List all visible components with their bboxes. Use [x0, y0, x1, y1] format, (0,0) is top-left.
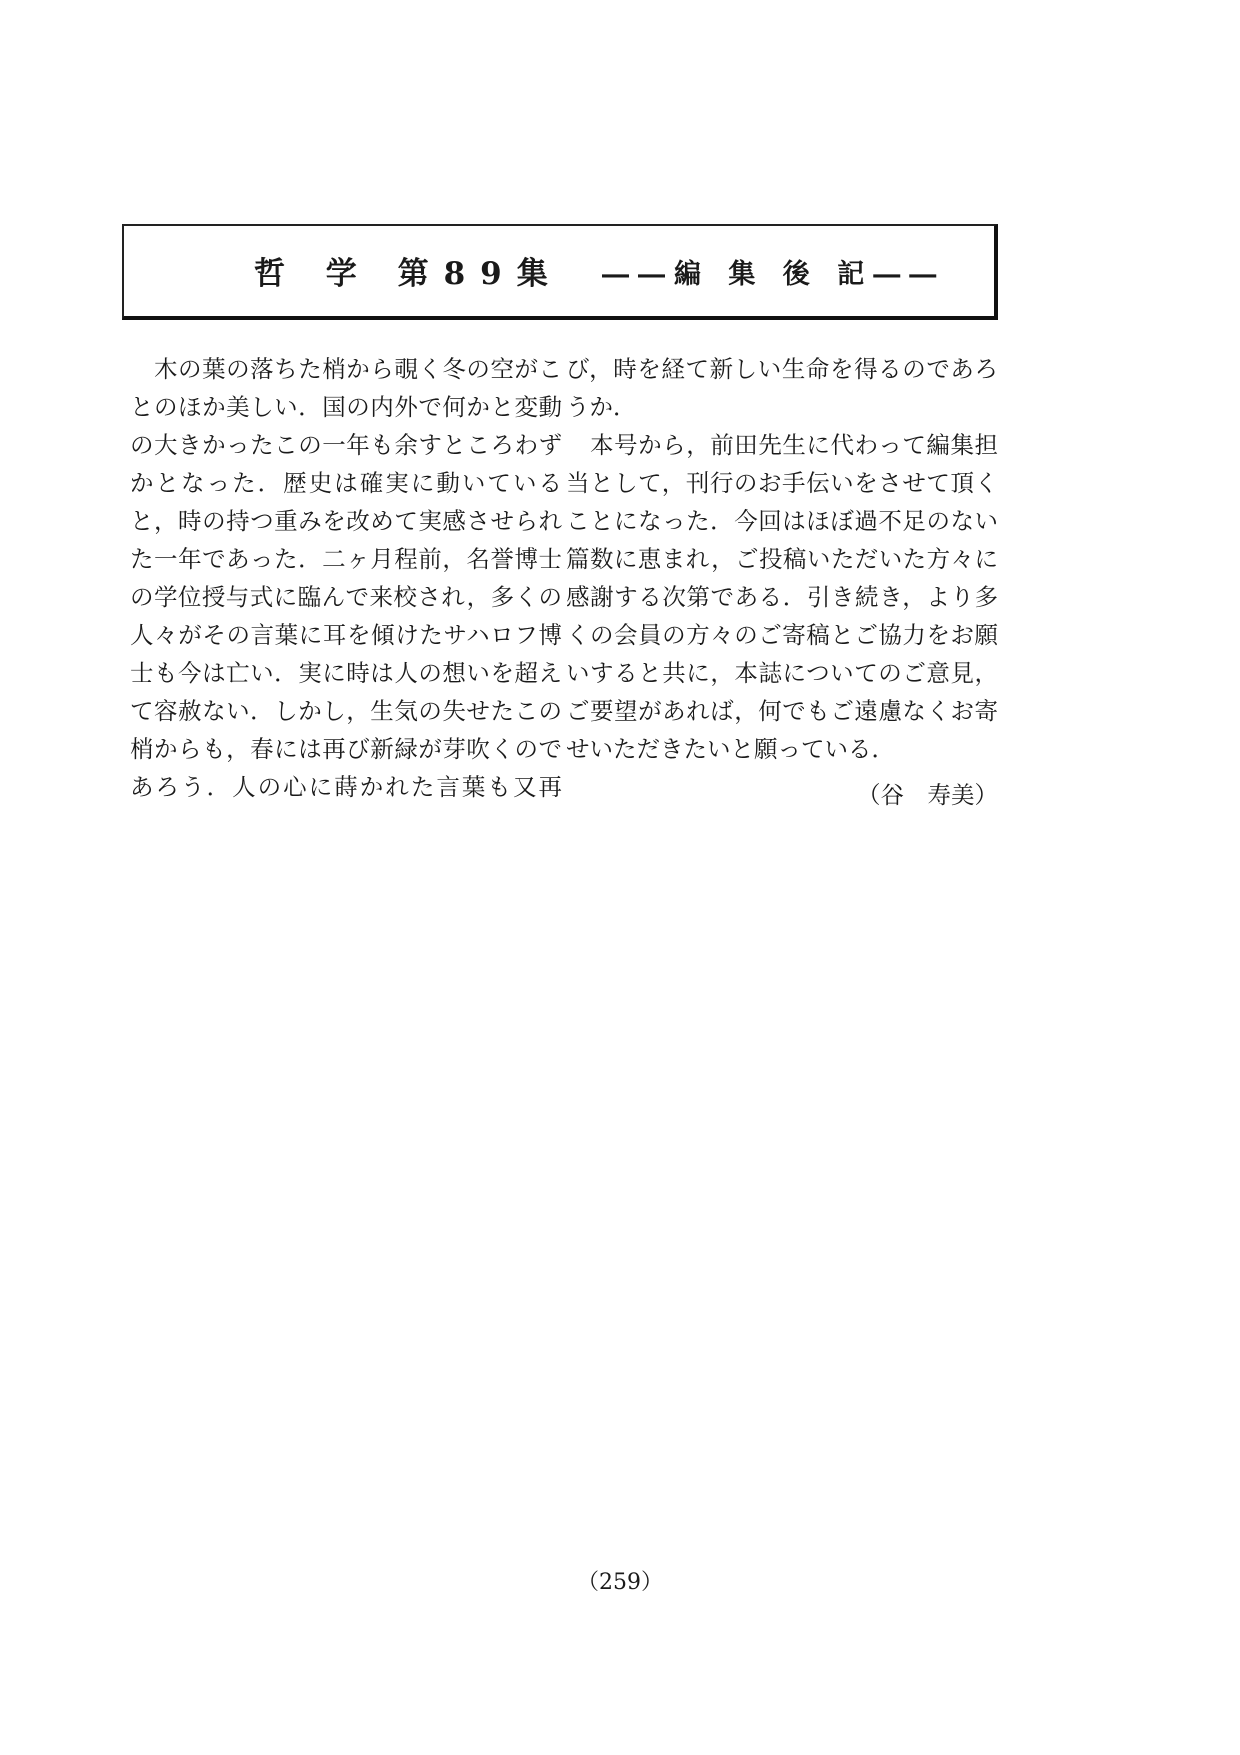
text-line: ご要望があれば，何でもご遠慮なくお寄 — [566, 697, 998, 725]
header-box — [122, 224, 998, 320]
page-number: （259） — [577, 1570, 663, 1595]
text-line: あろう．人の心に蒔かれた言葉も又再 — [130, 773, 562, 801]
text-line: 篇数に恵まれ，ご投稿いただいた方々に — [566, 545, 998, 573]
text-line: 木の葉の落ちた梢から覗く冬の空がこ — [130, 355, 562, 383]
text-line: かとなった．歴史は確実に動いている — [130, 469, 562, 497]
text-line: ことになった．今回はほぼ過不足のない — [566, 507, 998, 535]
author-signature: （谷 寿美） — [857, 781, 998, 809]
text-line: と，時の持つ重みを改めて実感させられ — [130, 507, 562, 535]
text-line: いすると共に，本誌についてのご意見， — [566, 659, 998, 687]
journal-title: 哲 学 第89集 — [254, 256, 563, 292]
text-line: くの会員の方々のご寄稿とご協力をお願 — [566, 621, 998, 649]
text-line: の学位授与式に臨んで来校され，多くの — [130, 583, 562, 611]
text-line: 人々がその言葉に耳を傾けたサハロフ博 — [130, 621, 562, 649]
text-line: の大きかったこの一年も余すところわず — [130, 431, 562, 459]
text-line: 梢からも，春には再び新緑が芽吹くので — [130, 735, 562, 763]
right-column — [566, 350, 998, 768]
text-line: て容赦ない．しかし，生気の失せたこの — [130, 697, 562, 725]
text-line: とのほか美しい．国の内外で何かと変動 — [130, 393, 562, 421]
text-line: 当として，刊行のお手伝いをさせて頂く — [566, 469, 998, 497]
text-line: 本号から，前田先生に代わって編集担 — [566, 431, 998, 459]
text-line: 士も今は亡い．実に時は人の想いを超え — [130, 659, 562, 687]
left-column — [130, 350, 562, 806]
text-line: 感謝する次第である．引き続き，より多 — [566, 583, 998, 611]
text-line: び，時を経て新しい生命を得るのであろ — [566, 355, 998, 383]
text-line: せいただきたいと願っている． — [566, 735, 895, 763]
text-line: うか． — [566, 393, 637, 421]
section-title: ――編 集 後 記―― — [602, 259, 946, 290]
text-line: た一年であった．二ヶ月程前，名誉博士 — [130, 545, 562, 573]
